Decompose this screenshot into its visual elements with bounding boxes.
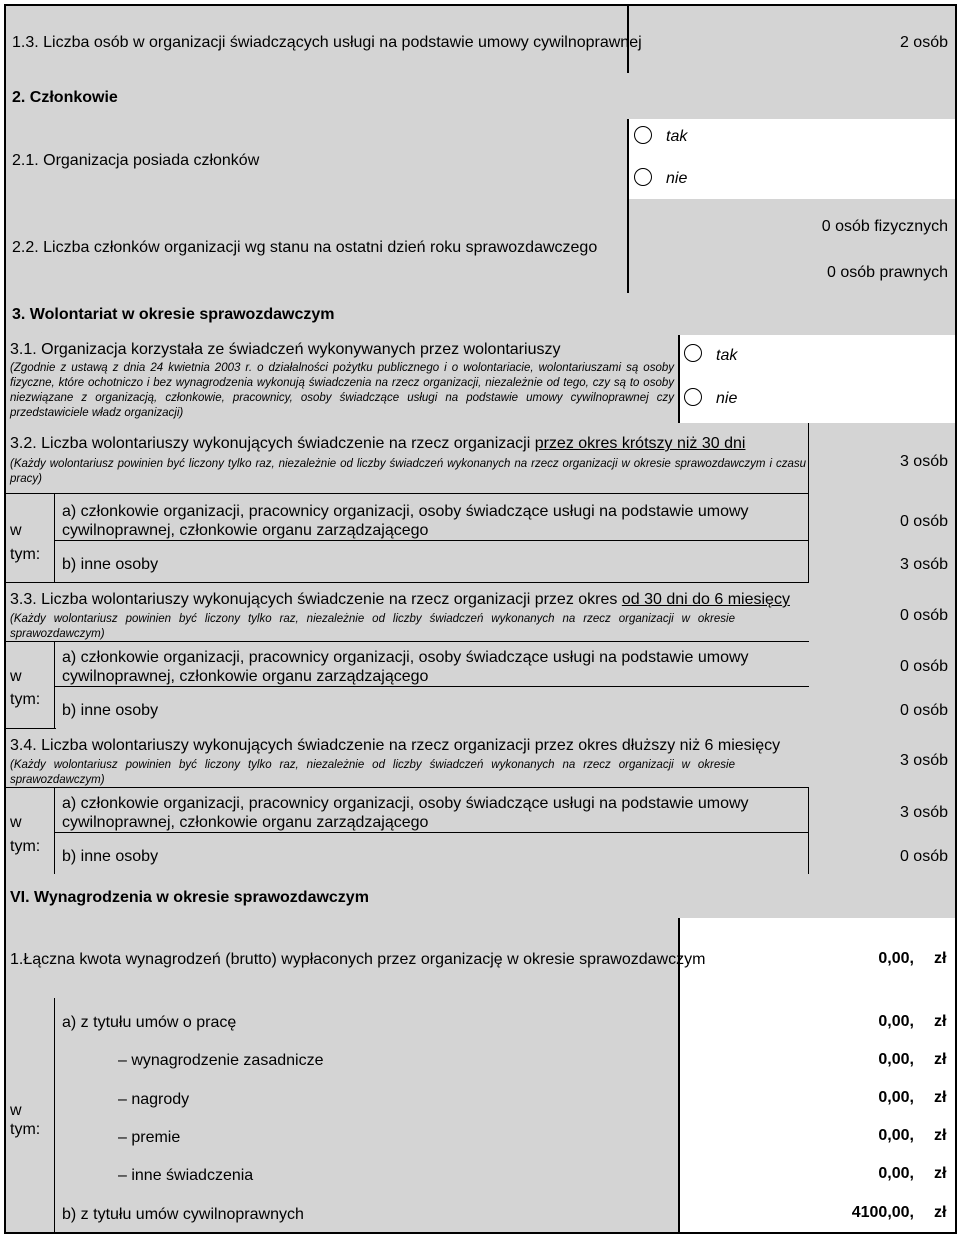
s34-value: 3 osób [899, 752, 948, 769]
s33-note: (Każdy wolontariusz powinien być liczony tylko raz, niezależnie od liczby świadczeń wykonanych na rzecz organizacji w okresie sprawozdawczym) [10, 613, 735, 640]
salary-row-value: 4100,00, [851, 1204, 914, 1221]
salary-w: w [10, 1102, 22, 1119]
s32-value: 3 osób [899, 453, 948, 470]
s2-heading: 2. Członkowie [12, 89, 118, 106]
salary-tym: tym: [10, 1121, 41, 1138]
s22-value-legal: 0 osób prawnych [827, 264, 948, 281]
s61-currency: zł [934, 950, 947, 967]
salary-row-currency: zł [934, 1165, 947, 1182]
s32-b-value: 3 osób [899, 556, 948, 573]
s21-option-tak: tak [666, 128, 688, 145]
s31-option-nie: nie [716, 390, 738, 407]
s32-a-line1: a) członkowie organizacji, pracownicy organizacji, osoby świadczące usługi na podstawie umowy [62, 503, 749, 520]
s31-radio-tak[interactable] [684, 344, 702, 362]
s33-a-line2: cywilnoprawnej, członkowie organu zarządzającego [62, 668, 429, 685]
s61-value: 0,00, [878, 950, 914, 967]
s33-value: 0 osób [899, 607, 948, 624]
s32-label: 3.2. Liczba wolontariuszy wykonujących świadczenie na rzecz organizacji przez okres krótszy niż 30 dni [10, 435, 746, 452]
s61-value-cell [678, 918, 957, 1000]
s22-label: 2.2. Liczba członków organizacji wg stanu na ostatni dzień roku sprawozdawczego [12, 239, 598, 256]
s61-label: 1.Łączna kwota wynagrodzeń (brutto) wypłaconych przez organizację w okresie sprawozdawczym [10, 951, 706, 968]
s33-a-value: 0 osób [899, 658, 948, 675]
s13-label: 1.3. Liczba osób w organizacji świadczących usługi na podstawie umowy cywilnoprawnej [12, 34, 642, 51]
salary-row-currency: zł [934, 1089, 947, 1106]
s34-a-line1: a) członkowie organizacji, pracownicy organizacji, osoby świadczące usługi na podstawie umowy [62, 795, 749, 812]
s21-radio-tak[interactable] [634, 126, 652, 144]
s32-note: (Każdy wolontariusz powinien być liczony tylko raz, niezależnie od liczby świadczeń wykonanych na rzecz organizacji w okresie sprawozdawczym i czasu pracy) [10, 458, 806, 485]
s31-option-tak: tak [716, 347, 738, 364]
s21-radio-nie[interactable] [634, 168, 652, 186]
salary-row-value: 0,00, [878, 1013, 914, 1030]
salary-row-value: 0,00, [878, 1165, 914, 1182]
s32-b-label: b) inne osoby [62, 556, 159, 573]
salary-row-label: b) z tytułu umów cywilnoprawnych [62, 1206, 304, 1223]
s33-w: w [10, 668, 22, 685]
s34-a-value: 3 osób [899, 804, 948, 821]
s34-tym: tym: [10, 838, 41, 855]
s31-note: (Zgodnie z ustawą z dnia 24 kwietnia 2003 r. o działalności pożytku publicznego i o wolontariacie, wolontariuszami są osoby fizyczne, które ochotniczo i bez wynagrodzenia wykonują świadczenia na rzecz organizacji, niezależnie od tego, czy są to osoby niezwiązane z organizacją, członkowie, pracownicy, osoby świadczące usługi na podstawie umowy cywilnoprawnej czy przedstawiciele władz organizacji) [10, 362, 674, 419]
s21-option-nie: nie [666, 170, 688, 187]
salary-row-value: 0,00, [878, 1051, 914, 1068]
s33-a-line1: a) członkowie organizacji, pracownicy organizacji, osoby świadczące usługi na podstawie umowy [62, 649, 749, 666]
salary-value-cell [678, 998, 957, 1234]
salary-row-currency: zł [934, 1204, 947, 1221]
s31-label: 3.1. Organizacja korzystała ze świadczeń wykonywanych przez wolontariuszy [10, 341, 561, 358]
salary-row-label: – premie [118, 1129, 181, 1146]
s6-heading: VI. Wynagrodzenia w okresie sprawozdawczym [10, 889, 369, 906]
salary-label-cell [4, 998, 680, 1234]
s32-w: w [10, 522, 22, 539]
s34-note: (Każdy wolontariusz powinien być liczony tylko raz, niezależnie od liczby świadczeń wykonanych na rzecz organizacji w okresie sprawozdawczym) [10, 759, 735, 786]
salary-row-value: 0,00, [878, 1127, 914, 1144]
s2-heading-cell [4, 73, 957, 121]
salary-row-currency: zł [934, 1127, 947, 1144]
salary-row-label: – wynagrodzenie zasadnicze [118, 1052, 324, 1069]
s34-b-value: 0 osób [899, 848, 948, 865]
s34-a-line2: cywilnoprawnej, członkowie organu zarządzającego [62, 814, 429, 831]
salary-row-currency: zł [934, 1013, 947, 1030]
s31-radio-nie[interactable] [684, 388, 702, 406]
s32-a-line2: cywilnoprawnej, członkowie organu zarządzającego [62, 522, 429, 539]
s32-a-value: 0 osób [899, 513, 948, 530]
salary-row-value: 0,00, [878, 1089, 914, 1106]
s34-label: 3.4. Liczba wolontariuszy wykonujących świadczenie na rzecz organizacji przez okres dłuższy niż 6 miesięcy [10, 737, 781, 754]
s33-b-value: 0 osób [899, 702, 948, 719]
s3-heading: 3. Wolontariat w okresie sprawozdawczym [12, 306, 335, 323]
salary-row-label: – inne świadczenia [118, 1167, 254, 1184]
s34-b-label: b) inne osoby [62, 848, 159, 865]
s32-divider [808, 423, 809, 583]
s33-label: 3.3. Liczba wolontariuszy wykonujących świadczenie na rzecz organizacji przez okres od 30 dni do 6 miesięcy [10, 591, 790, 608]
s32-tym: tym: [10, 546, 41, 563]
salary-row-label: a) z tytułu umów o pracę [62, 1014, 237, 1031]
s21-label: 2.1. Organizacja posiada członków [12, 152, 260, 169]
s22-value-physical: 0 osób fizycznych [821, 218, 948, 235]
s34-w: w [10, 814, 22, 831]
s33-b-label: b) inne osoby [62, 702, 159, 719]
s13-value: 2 osób [899, 34, 948, 51]
s33-tym: tym: [10, 691, 41, 708]
salary-row-label: – nagrody [118, 1091, 190, 1108]
salary-row-currency: zł [934, 1051, 947, 1068]
